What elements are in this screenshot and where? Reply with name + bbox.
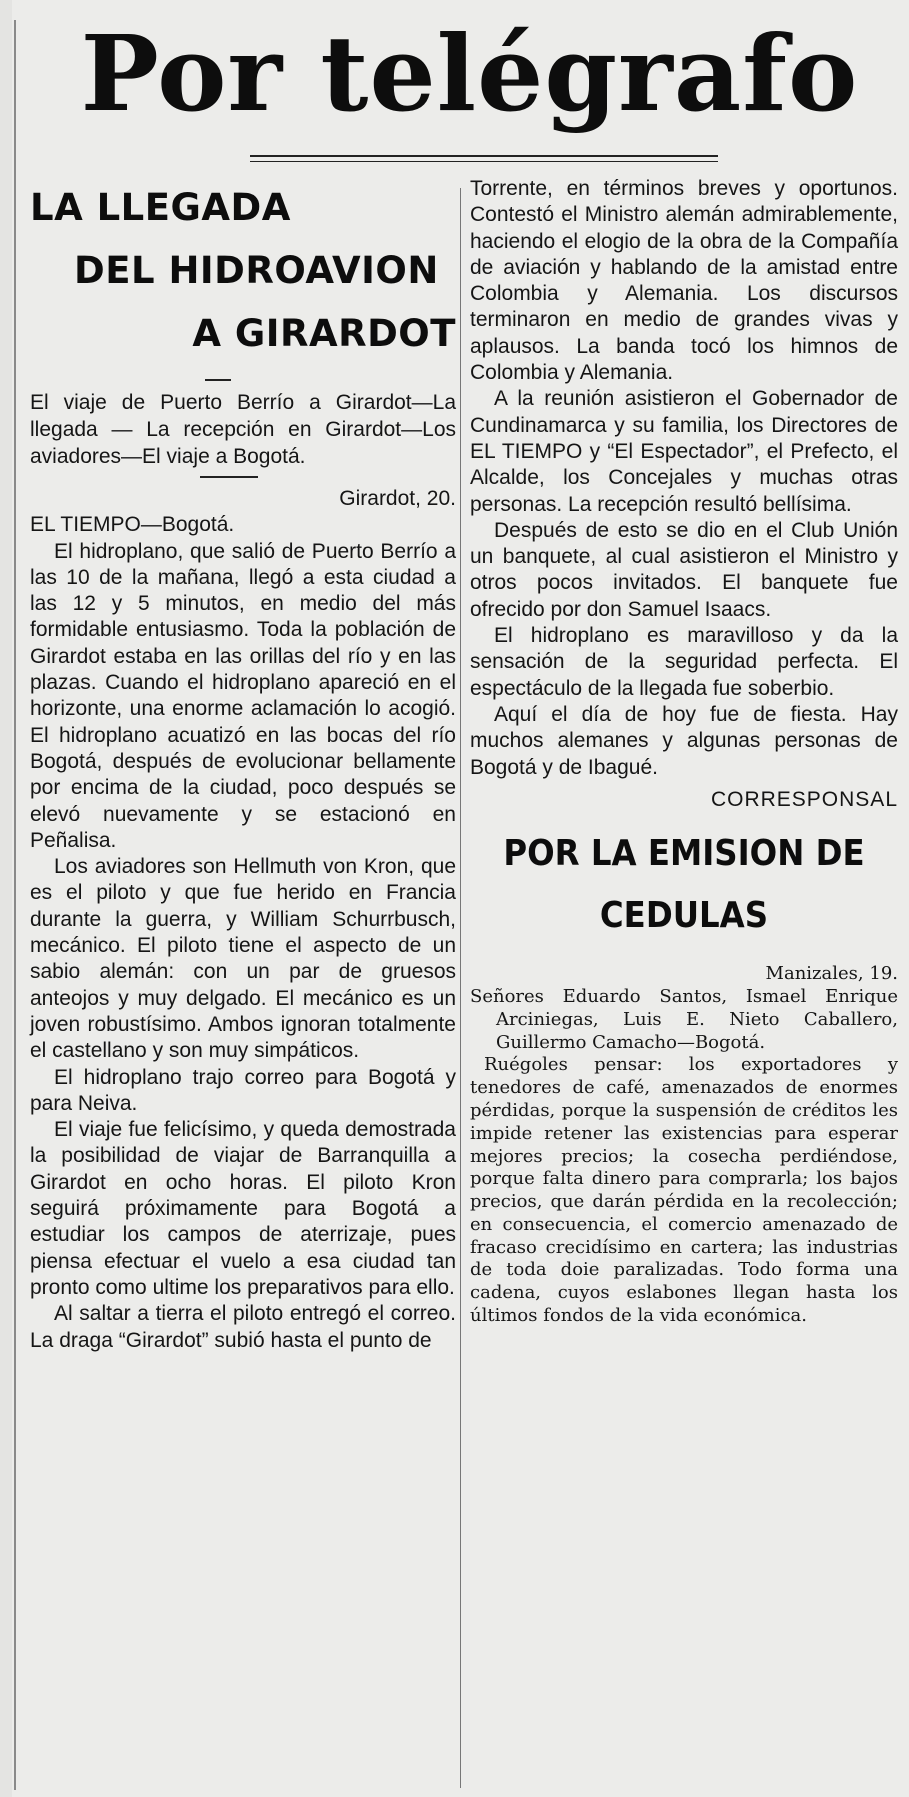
article1-continuation: Torrente, en términos breves y oportunos. Contestó el Ministro alemán admirablemente, haciendo el elogio de la obra de la Compañía de aviación y hablando de la amistad entre Colombia y Alemania. Los discursos terminaron en medio de grandes vivas y aplausos. La banda tocó los himnos de Colombia y Alemania.: [470, 177, 898, 385]
article1-address: EL TIEMPO—Bogotá.: [30, 513, 235, 537]
article1-paragraph: El hidroplano trajo correo para Bogotá y para Neiva.: [30, 1065, 456, 1115]
article1-headline-line1: LA LLEGADA: [30, 186, 291, 229]
masthead-title: Por telégrafo: [80, 12, 859, 135]
masthead: [30, 0, 909, 168]
article2-dateline: Manizales, 19.: [765, 963, 898, 985]
separator-dash: [205, 379, 231, 381]
article2-body: [470, 963, 898, 1328]
article-hidroavion-column: [30, 176, 456, 1354]
article1-paragraph: El hidroplano, que salió de Puerto Berrío a las 10 de la mañana, llegó a esta ciudad a las 12 y 5 minutos, en medio del más formidable entusiasmo. Toda la población de Girardot estaba en las orillas del río y en las plazas. Cuando el hidroplano apareció en el horizonte, una enorme aclamación lo acogió. El hidroplano acuatizó en las bocas del río Bogotá, después de evolucionar bellamente por encima de la ciudad, poco después se elevó nuevamente y se estacionó en Peñalisa.: [30, 539, 456, 852]
article2-headline-line2: CEDULAS: [599, 895, 769, 937]
article1-paragraph: El viaje fue felicísimo, y queda demostrada la posibilidad de viajar de Barranquilla a Girardot en ocho horas. El piloto Kron seguirá próximamente para Bogotá a estudiar los campos de aterrizaje, pues piensa efectuar el vuelo a esa ciudad tan pronto como ultime los preparativos para ello.: [30, 1118, 456, 1299]
masthead-double-rule: [250, 155, 718, 162]
article1-paragraph: A la reunión asistieron el Gobernador de Cundinamarca y su familia, los Directores de EL TIEMPO y “El Espectador”, el Prefecto, el Alcalde, los Concejales y muchas otras personas. La recepción resultó bellísima.: [470, 387, 898, 516]
article2-headline-line1: POR LA EMISION DE: [503, 833, 865, 875]
article1-headline-line2: DEL HIDROAVION: [74, 249, 439, 292]
separator-rule: [200, 476, 258, 478]
article2-paragraph: Ruégoles pensar: los exportadores y tenedores de café, amenazados de enormes pérdidas, porque la suspensión de créditos les impide retener las existencias para esperar mejores precios; la cosecha perdiéndose, porque falta dinero para comprarla; los bajos precios, que darán pérdida en la recolección; en consecuencia, el comercio amenazado de fracaso crecidísimo en cartera; las industrias de toda doie paralizadas. Todo forma una cadena, cuyos eslabones llegan hasta los últimos fondos de la vida económica.: [470, 1054, 898, 1327]
page-edge-rule: [14, 20, 16, 1790]
article1-signature: CORRESPONSAL: [710, 787, 898, 811]
column-divider: [460, 188, 461, 1788]
page-edge-strip: [0, 0, 12, 1797]
article1-headline: [30, 176, 456, 365]
article-continuation-column: [470, 176, 898, 1328]
article1-summary: El viaje de Puerto Berrío a Girardot—La llegada — La recepción en Girardot—Los aviadores—El viaje a Bogotá.: [30, 391, 456, 468]
article1-paragraph: Aquí el día de hoy fue de fiesta. Hay muchos alemanes y algunas personas de Bogotá y de Ibagué.: [470, 702, 898, 779]
article1-headline-line3: A GIRARDOT: [192, 312, 456, 355]
article1-dateline: Girardot, 20.: [339, 487, 456, 510]
article2-headline: [491, 823, 876, 947]
article1-paragraph: Después de esto se dio en el Club Unión un banquete, al cual asistieron el Ministro y otros pocos invitados. El banquete fue ofrecido por don Samuel Isaacs.: [470, 518, 898, 621]
article2-address: Señores Eduardo Santos, Ismael Enrique Arciniegas, Luis E. Nieto Caballero, Guillermo Camacho—Bogotá.: [470, 985, 898, 1053]
article1-paragraph: Al saltar a tierra el piloto entregó el correo. La draga “Girardot” subió hasta el punto de: [30, 1302, 456, 1352]
article1-paragraph: El hidroplano es maravilloso y da la sensación de la seguridad perfecta. El espectáculo de la llegada fue soberbio.: [470, 624, 898, 700]
article1-paragraph: Los aviadores son Hellmuth von Kron, que es el piloto y que fue herido en Francia durante la guerra, y William Schurrbusch, mecánico. El piloto tiene el aspecto de un sabio alemán: con un par de gruesos anteojos y muy delgado. El mecánico es un joven robustísimo. Ambos ignoran totalmente el castellano y son muy simpáticos.: [30, 855, 456, 1063]
